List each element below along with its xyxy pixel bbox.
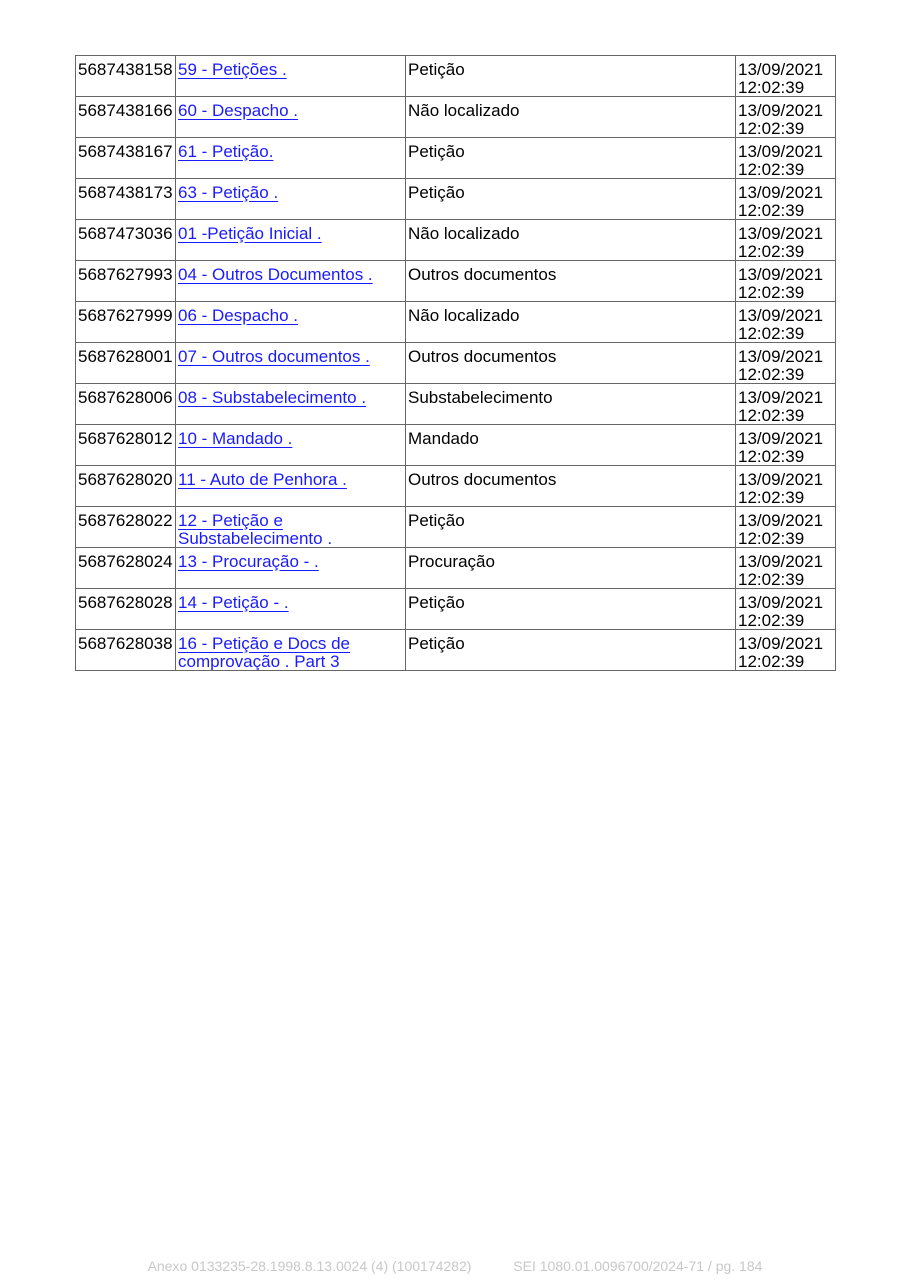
document-id-cell: 5687628012 bbox=[76, 425, 176, 466]
document-time: 12:02:39 bbox=[738, 569, 805, 589]
table-row bbox=[76, 630, 836, 671]
document-time: 12:02:39 bbox=[738, 528, 805, 548]
document-time: 12:02:39 bbox=[738, 241, 805, 261]
document-datetime-cell bbox=[736, 589, 836, 630]
document-id-cell: 5687438173 bbox=[76, 179, 176, 220]
document-date: 13/09/2021 bbox=[738, 224, 824, 243]
document-date: 13/09/2021 bbox=[738, 60, 824, 79]
document-link-cell bbox=[176, 97, 406, 138]
document-id-cell: 5687628006 bbox=[76, 384, 176, 425]
document-id-cell: 5687473036 bbox=[76, 220, 176, 261]
document-date: 13/09/2021 bbox=[738, 142, 824, 161]
table-row bbox=[76, 220, 836, 261]
document-link-cell bbox=[176, 589, 406, 630]
document-link-cell bbox=[176, 261, 406, 302]
document-id-cell: 5687628022 bbox=[76, 507, 176, 548]
document-link[interactable]: 06 - Despacho . bbox=[178, 306, 299, 325]
document-date: 13/09/2021 bbox=[738, 347, 824, 366]
document-link-cell bbox=[176, 548, 406, 589]
document-date: 13/09/2021 bbox=[738, 593, 824, 612]
document-link-cell bbox=[176, 425, 406, 466]
document-datetime-cell bbox=[736, 425, 836, 466]
document-datetime-cell bbox=[736, 97, 836, 138]
document-type-cell: Petição bbox=[406, 179, 736, 220]
document-datetime-cell bbox=[736, 138, 836, 179]
document-link-cell bbox=[176, 302, 406, 343]
document-type-cell: Petição bbox=[406, 507, 736, 548]
table-row bbox=[76, 138, 836, 179]
document-datetime-cell bbox=[736, 630, 836, 671]
document-link-cell bbox=[176, 507, 406, 548]
document-link-cell bbox=[176, 220, 406, 261]
document-link[interactable]: 11 - Auto de Penhora . bbox=[178, 470, 347, 489]
document-datetime-cell bbox=[736, 384, 836, 425]
table-row bbox=[76, 589, 836, 630]
document-date: 13/09/2021 bbox=[738, 634, 824, 653]
document-type-cell: Substabelecimento bbox=[406, 384, 736, 425]
document-datetime-cell bbox=[736, 548, 836, 589]
document-time: 12:02:39 bbox=[738, 159, 805, 179]
document-id-cell: 5687438167 bbox=[76, 138, 176, 179]
document-date: 13/09/2021 bbox=[738, 552, 824, 571]
document-time: 12:02:39 bbox=[738, 118, 805, 138]
document-time: 12:02:39 bbox=[738, 446, 805, 466]
document-link-cell bbox=[176, 56, 406, 97]
document-link-cell bbox=[176, 138, 406, 179]
document-datetime-cell bbox=[736, 302, 836, 343]
document-type-cell: Não localizado bbox=[406, 97, 736, 138]
document-id-cell: 5687438166 bbox=[76, 97, 176, 138]
document-type-cell: Não localizado bbox=[406, 302, 736, 343]
document-type-cell: Não localizado bbox=[406, 220, 736, 261]
table-row bbox=[76, 507, 836, 548]
document-date: 13/09/2021 bbox=[738, 511, 824, 530]
document-datetime-cell bbox=[736, 261, 836, 302]
document-date: 13/09/2021 bbox=[738, 306, 824, 325]
document-time: 12:02:39 bbox=[738, 282, 805, 302]
documents-table-body bbox=[76, 56, 836, 671]
document-link[interactable]: 61 - Petição. bbox=[178, 142, 274, 161]
table-row bbox=[76, 302, 836, 343]
document-link[interactable]: 60 - Despacho . bbox=[178, 101, 299, 120]
table-row bbox=[76, 179, 836, 220]
document-link[interactable]: 01 -Petição Inicial . bbox=[178, 224, 322, 243]
document-type-cell: Petição bbox=[406, 589, 736, 630]
document-id-cell: 5687438158 bbox=[76, 56, 176, 97]
document-time: 12:02:39 bbox=[738, 487, 805, 507]
document-date: 13/09/2021 bbox=[738, 183, 824, 202]
document-type-cell: Outros documentos bbox=[406, 343, 736, 384]
document-link[interactable]: 13 - Procuração - . bbox=[178, 552, 319, 571]
document-link[interactable]: 12 - Petição e Substabelecimento . bbox=[178, 511, 333, 548]
document-type-cell: Outros documentos bbox=[406, 261, 736, 302]
document-link-cell bbox=[176, 384, 406, 425]
document-link-cell bbox=[176, 343, 406, 384]
document-link[interactable]: 59 - Petições . bbox=[178, 60, 287, 79]
documents-table bbox=[75, 55, 836, 671]
document-datetime-cell bbox=[736, 56, 836, 97]
document-type-cell: Petição bbox=[406, 630, 736, 671]
document-time: 12:02:39 bbox=[738, 323, 805, 343]
document-link-cell bbox=[176, 466, 406, 507]
document-datetime-cell bbox=[736, 220, 836, 261]
document-link[interactable]: 08 - Substabelecimento . bbox=[178, 388, 367, 407]
document-link[interactable]: 63 - Petição . bbox=[178, 183, 279, 202]
document-link-cell bbox=[176, 179, 406, 220]
document-datetime-cell bbox=[736, 179, 836, 220]
table-row bbox=[76, 97, 836, 138]
table-row bbox=[76, 261, 836, 302]
document-link[interactable]: 10 - Mandado . bbox=[178, 429, 293, 448]
document-link-cell bbox=[176, 630, 406, 671]
document-date: 13/09/2021 bbox=[738, 388, 824, 407]
document-type-cell: Mandado bbox=[406, 425, 736, 466]
document-date: 13/09/2021 bbox=[738, 265, 824, 284]
document-time: 12:02:39 bbox=[738, 651, 805, 671]
document-id-cell: 5687628024 bbox=[76, 548, 176, 589]
document-id-cell: 5687627993 bbox=[76, 261, 176, 302]
document-id-cell: 5687627999 bbox=[76, 302, 176, 343]
document-type-cell: Petição bbox=[406, 56, 736, 97]
document-id-cell: 5687628038 bbox=[76, 630, 176, 671]
document-date: 13/09/2021 bbox=[738, 470, 824, 489]
document-link[interactable]: 16 - Petição e Docs de comprovação . Part 3 bbox=[178, 634, 350, 671]
table-row bbox=[76, 343, 836, 384]
table-row bbox=[76, 466, 836, 507]
document-id-cell: 5687628020 bbox=[76, 466, 176, 507]
table-row bbox=[76, 548, 836, 589]
table-row bbox=[76, 425, 836, 466]
table-row bbox=[76, 56, 836, 97]
document-datetime-cell bbox=[736, 507, 836, 548]
document-time: 12:02:39 bbox=[738, 364, 805, 384]
document-link[interactable]: 07 - Outros documentos . bbox=[178, 347, 370, 366]
document-time: 12:02:39 bbox=[738, 200, 805, 220]
document-link[interactable]: 14 - Petição - . bbox=[178, 593, 289, 612]
document-date: 13/09/2021 bbox=[738, 101, 824, 120]
document-type-cell: Procuração bbox=[406, 548, 736, 589]
document-datetime-cell bbox=[736, 466, 836, 507]
footer-sei-reference: SEI 1080.01.0096700/2024-71 / pg. 184 bbox=[513, 1258, 763, 1274]
document-id-cell: 5687628028 bbox=[76, 589, 176, 630]
footer-annex-reference: Anexo 0133235-28.1998.8.13.0024 (4) (100174282) bbox=[147, 1258, 472, 1274]
document-date: 13/09/2021 bbox=[738, 429, 824, 448]
table-row bbox=[76, 384, 836, 425]
document-time: 12:02:39 bbox=[738, 610, 805, 630]
document-datetime-cell bbox=[736, 343, 836, 384]
document-type-cell: Petição bbox=[406, 138, 736, 179]
document-time: 12:02:39 bbox=[738, 77, 805, 97]
document-time: 12:02:39 bbox=[738, 405, 805, 425]
document-link[interactable]: 04 - Outros Documentos . bbox=[178, 265, 373, 284]
page-footer bbox=[0, 1258, 910, 1274]
document-type-cell: Outros documentos bbox=[406, 466, 736, 507]
document-id-cell: 5687628001 bbox=[76, 343, 176, 384]
